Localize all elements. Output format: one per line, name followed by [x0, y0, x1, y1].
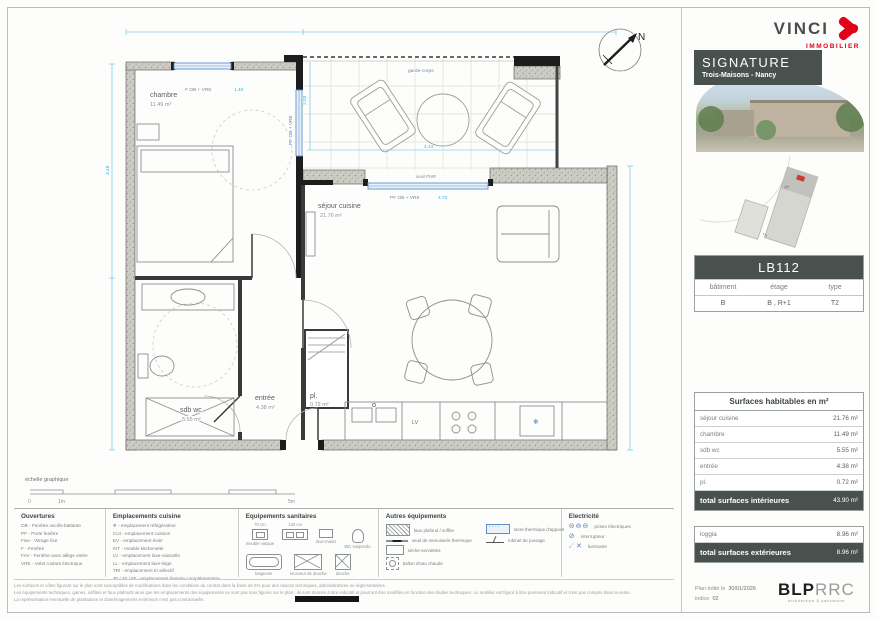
surface-value: 4.38 m² — [836, 463, 858, 470]
total-value: 43.90 m² — [833, 497, 858, 504]
legend-title: Equipements sanitaires — [245, 513, 317, 520]
bed — [137, 124, 233, 262]
lot-header-type: type — [828, 284, 842, 291]
lot-value-batiment: B — [720, 300, 726, 307]
dim-loggia-width: 4.43 — [424, 145, 434, 150]
surface-label: sdb wc — [700, 447, 720, 454]
plan-edited-label: Plan édité le — [695, 586, 726, 592]
legend-item: VRE - Volet roulant électrique — [21, 560, 83, 566]
vasque-70-icon — [252, 529, 268, 540]
legend-item: OB - Fenêtre oscillo-battante — [21, 523, 81, 528]
legend-caption: WC suspendu — [344, 543, 371, 549]
plan-edited-date: 30/01/2026 — [728, 586, 756, 592]
kitchen — [345, 402, 607, 440]
window-label-chambre-loggia: PF OB + VRE — [289, 115, 294, 145]
scale-bar-label: échelle graphique — [25, 477, 69, 483]
total-exterieures-row — [695, 543, 863, 562]
lot-header-etage: étage — [770, 284, 788, 291]
legend-item: PF - Porte fenêtre — [21, 530, 59, 536]
legend-item: F - Fenêtre — [21, 545, 45, 551]
scale-tick-0: 0 — [28, 499, 31, 505]
interior-walls — [135, 185, 303, 440]
legend-item: robinet de puisage — [507, 537, 545, 543]
window-label-sejour: PF OB + VRE — [390, 196, 420, 201]
legend-douche — [335, 553, 351, 577]
room-area-pl: 0.72 m² — [310, 402, 329, 408]
info-column — [686, 8, 870, 612]
project-photo — [696, 76, 864, 152]
store-thermique-icon — [486, 524, 510, 534]
legend-caption: 120 cm — [288, 522, 302, 527]
legend-item: luminaire — [587, 543, 607, 549]
interrupteur-icon: ⊘ — [568, 533, 576, 540]
room-label-chambre: chambre — [150, 92, 178, 99]
room-label-sdb: sdb wc — [180, 407, 202, 414]
lot-value-etage: B , R+1 — [767, 300, 791, 307]
scale-tick-1m: 1m — [58, 499, 65, 505]
room-label-sejour: séjour cuisine — [318, 203, 361, 210]
vinci-division: IMMOBILIER — [806, 43, 860, 50]
disclaimer-line: Les surfaces et côtes figurant sur le plan sont susceptibles de modifications dans les conditions du contrat dans la limite de 5% pour des raisons techniques, administratives ou réglementaires. — [14, 583, 386, 588]
receveur-icon — [294, 554, 322, 570]
project-name: SIGNATURE — [702, 55, 791, 70]
wc-icon — [352, 529, 364, 543]
project-location: Trois-Maisons - Nancy — [702, 72, 777, 79]
legend-item: interrupteur — [580, 533, 605, 539]
room-label-pl: pl. — [310, 393, 318, 400]
legend-item: LL - emplacement lave-linge — [112, 560, 172, 566]
lot-header-batiment: bâtiment — [709, 284, 737, 291]
surface-label: loggia — [700, 531, 717, 538]
room-label-entree: entrée — [255, 395, 275, 402]
legend-item: ballon d'eau chaude — [402, 561, 443, 566]
tv-unit — [306, 212, 315, 256]
legend — [14, 508, 674, 581]
room-area-chambre: 11.49 m² — [150, 102, 172, 108]
seuil-thermique-icon — [386, 540, 408, 542]
luminaire-icon: ☄✕ — [568, 543, 583, 550]
legend-title: Ouvertures — [21, 513, 55, 520]
legend-lave-mains — [316, 522, 336, 550]
north-compass — [599, 29, 645, 71]
baignoire-icon — [246, 554, 282, 570]
north-label: N — [638, 32, 646, 43]
dining-set — [404, 294, 494, 386]
kitchen-lv-label: LV — [412, 420, 419, 426]
project-banner — [694, 50, 822, 85]
table-row — [695, 427, 863, 443]
legend-caption: lave-mains — [316, 538, 337, 544]
legend-baignoire — [246, 553, 282, 577]
table-row — [695, 459, 863, 475]
surface-value: 0.72 m² — [836, 479, 858, 486]
photo-tree — [836, 102, 864, 132]
scale-bar — [25, 477, 295, 505]
legend-title: Autres équipements — [385, 513, 447, 520]
surface-value: 5.55 m² — [836, 447, 858, 454]
legend-title: Emplacements cuisine — [112, 513, 181, 520]
dim-chambre-window: 1.40 — [234, 88, 244, 93]
legend-item: TRI - emplacement tri sélectif — [112, 568, 174, 574]
disclaimer-line: La représentation éventuelle de plantations et d'aménagements extérieurs n'est pas contractuelle. — [14, 597, 205, 603]
surface-label: séjour cuisine — [700, 415, 739, 422]
total-label: total surfaces intérieures — [700, 496, 790, 505]
seuil-pmr-label: seuil PMR — [416, 174, 437, 179]
dim-chambre-height: 3.48 — [106, 165, 111, 175]
legend-item: EV - emplacement évier — [112, 538, 163, 544]
lot-card — [694, 255, 864, 312]
surfaces-interieures-table — [694, 392, 864, 511]
room-area-entree: 4.38 m² — [256, 405, 275, 411]
pmr-circle-sdb — [153, 303, 237, 387]
vinci-mark-icon — [834, 16, 860, 42]
robinet-puisage-icon — [486, 536, 504, 544]
sofa — [497, 206, 559, 262]
prises-icon: ⊖⊖⊖ — [568, 523, 590, 530]
garde-corps-label: garde-corps — [408, 69, 434, 74]
legend-item: 30 / 45 / 60 - emplacement linéaire complémentaire — [112, 575, 220, 581]
lot-value-type: T2 — [830, 300, 840, 307]
legend-title: Electricité — [568, 513, 599, 520]
photo-tree — [698, 106, 724, 132]
surfaces-title: Surfaces habitables en m² — [695, 393, 863, 411]
surface-value: 21.76 m² — [833, 415, 858, 422]
site-plan-map — [700, 156, 860, 260]
legend-item: faux plafond / soffite — [413, 527, 454, 533]
column-divider — [681, 8, 682, 612]
legend-item: LV - emplacement lave-vaisselle — [112, 553, 180, 559]
architect-logo — [778, 580, 855, 603]
architect-tagline: architecture & patrimoine — [787, 598, 845, 603]
seche-serviettes-icon — [386, 545, 404, 555]
table-row — [695, 475, 863, 491]
vasque-120-icon — [282, 529, 308, 540]
legend-item: store thermique d'appoint — [513, 526, 565, 532]
total-value: 8.96 m² — [836, 549, 858, 556]
dim-sejour-window: 4.70 — [438, 196, 448, 201]
legend-item: CUI - emplacement cuisson — [112, 530, 171, 536]
legend-autres — [379, 509, 565, 577]
legend-caption: meuble vasque — [245, 540, 275, 546]
legend-caption: 70 cm — [254, 522, 266, 527]
svg-text:d*: d* — [783, 184, 790, 192]
surface-value: 11.49 m² — [833, 431, 858, 438]
photo-tree — [756, 120, 776, 140]
surface-label: pl. — [700, 479, 707, 486]
kitchen-fridge-icon: ❄ — [533, 419, 539, 426]
indice-label: indice — [695, 596, 710, 603]
dim-loggia-depth: 2.03 — [303, 95, 308, 105]
surface-label: entrée — [700, 463, 718, 470]
legend-item: prises électriques — [594, 523, 631, 529]
window-label-chambre: F OB + VRE — [185, 88, 212, 93]
architect-name-light: RRC — [815, 580, 855, 599]
vinci-logo — [774, 16, 860, 50]
indice-value: 02 — [712, 596, 719, 603]
legend-item: Fixe - Vitrage fixe — [21, 538, 58, 544]
vinci-wordmark: VINCI — [773, 19, 829, 38]
legend-wc — [344, 522, 370, 550]
scale-tick-5m: 5m — [288, 499, 295, 505]
loggia-furniture — [349, 78, 542, 155]
legend-electricite — [562, 509, 674, 577]
legend-vasque-70 — [246, 522, 274, 550]
lave-mains-icon — [319, 529, 333, 538]
disclaimer-line: Les équipements techniques, gaines, soffites et faux plafonds ainsi que les emplacements des équipements ne sont pas tous figurés sur le plan ; ils sont donnés à titre indicatif et pourront être modifiés en fonction des études techniques. Le mobilier est figuré à titre purement indicatif et n'est pas compris dans la vente. — [14, 590, 632, 596]
legend-vasque-120 — [282, 522, 308, 550]
legend-item: sèche-serviettes — [407, 547, 441, 553]
room-area-sejour: 21.76 m² — [320, 213, 342, 219]
legend-caption: receveur de douche — [289, 570, 327, 576]
faux-plafond-icon — [386, 524, 410, 536]
total-label: total surfaces extérieures — [700, 548, 791, 557]
legend-item: FAV - Fenêtre avec allège vitrée — [21, 553, 88, 559]
legend-receveur — [290, 553, 327, 577]
surfaces-exterieures-table — [694, 526, 864, 563]
legend-item: ❄ - emplacement réfrigérateur — [112, 523, 176, 528]
legend-item: seuil de menuiserie thermique — [411, 538, 472, 543]
redaction-bar — [295, 596, 359, 602]
legend-caption: baignoire — [255, 570, 273, 576]
legend-cuisine — [106, 509, 239, 581]
legend-item: KIT - meuble kitchenette — [112, 545, 164, 551]
surface-value: 8.96 m² — [836, 531, 858, 538]
legend-ouvertures — [14, 509, 106, 577]
table-row — [695, 411, 863, 427]
ballon-eau-chaude-icon — [386, 557, 399, 570]
total-interieures-row — [695, 491, 863, 510]
legend-sanitaires — [239, 509, 379, 577]
architect-name-bold: BLP — [778, 580, 815, 599]
svg-text:*>: *> — [761, 232, 768, 240]
table-row — [695, 443, 863, 459]
douche-icon — [335, 554, 351, 570]
room-area-sdb: 5.55 m² — [182, 417, 201, 423]
lot-id: LB112 — [695, 256, 863, 279]
legend-caption: douche — [335, 570, 350, 576]
surface-label: chambre — [700, 431, 725, 438]
plan-meta — [695, 584, 756, 605]
table-row — [695, 527, 863, 543]
